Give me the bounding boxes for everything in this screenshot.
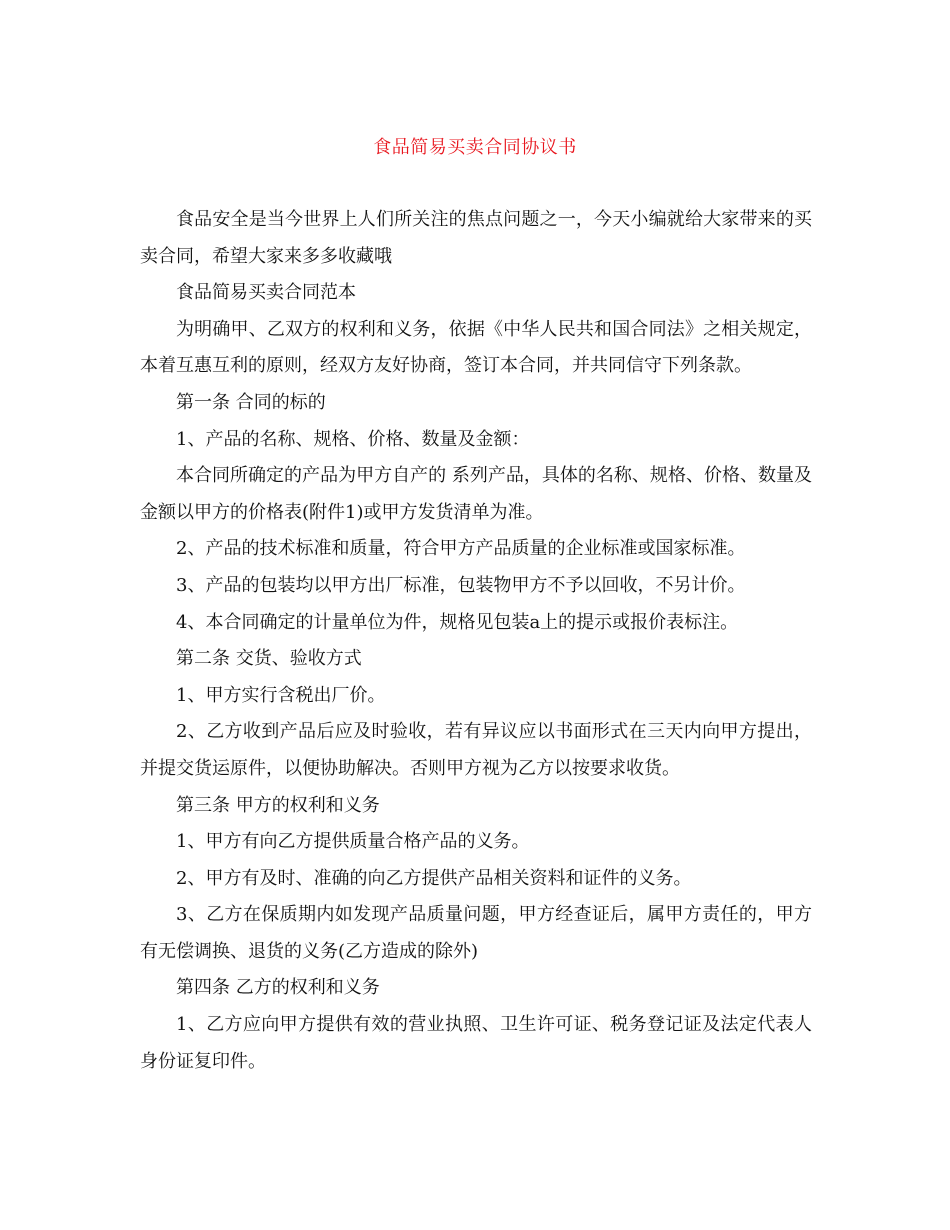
article-2-item-1: 1、甲方实行含税出厂价。 <box>176 684 386 706</box>
paragraph-preamble: 为明确甲、乙双方的权利和义务，依据《中华人民共和国合同法》之相关规定，本着互惠互利的原则，经双方友好协商，签订本合同，并共同信守下列条款。 <box>140 318 812 377</box>
article-2-heading: 第二条 交货、验收方式 <box>176 648 362 670</box>
article-3-heading: 第三条 甲方的权利和义务 <box>176 794 380 816</box>
article-2-item-2: 2、乙方收到产品后应及时验收，若有异议应以书面形式在三天内向甲方提出，并提交货运原件，以便协助解决。否则甲方视为乙方以按要求收货。 <box>140 721 812 779</box>
article-1-item-1-detail: 本合同所确定的产品为甲方自产的 系列产品，具体的名称、规格、价格、数量及金额以甲方的价格表(附件1)或甲方发货清单为准。 <box>140 465 812 523</box>
article-1-item-1: 1、产品的名称、规格、价格、数量及金额： <box>176 428 530 450</box>
article-1-item-4: 4、本合同确定的计量单位为件，规格见包装a上的提示或报价表标注。 <box>176 611 739 633</box>
article-1-heading: 第一条 合同的标的 <box>176 391 326 413</box>
article-3-item-3: 3、乙方在保质期内如发现产品质量问题，甲方经查证后，属甲方责任的，甲方有无偿调换、退货的义务(乙方造成的除外) <box>140 904 812 962</box>
article-3-item-1: 1、甲方有向乙方提供质量合格产品的义务。 <box>176 831 530 853</box>
article-4-heading: 第四条 乙方的权利和义务 <box>176 977 380 999</box>
paragraph-template-heading: 食品简易买卖合同范本 <box>176 282 356 304</box>
document-title: 食品简易买卖合同协议书 <box>373 137 577 158</box>
article-1-item-3: 3、产品的包装均以甲方出厂标准，包装物甲方不予以回收，不另计价。 <box>176 574 746 596</box>
article-3-item-2: 2、甲方有及时、准确的向乙方提供产品相关资料和证件的义务。 <box>176 867 692 889</box>
document-body <box>140 202 812 1080</box>
paragraph-intro: 食品安全是当今世界上人们所关注的焦点问题之一，今天小编就给大家带来的买卖合同，希望大家来多多收藏哦 <box>140 209 812 267</box>
article-1-item-2: 2、产品的技术标准和质量，符合甲方产品质量的企业标准或国家标准。 <box>176 538 746 560</box>
article-4-item-1: 1、乙方应向甲方提供有效的营业执照、卫生许可证、税务登记证及法定代表人身份证复印件。 <box>140 1014 812 1072</box>
